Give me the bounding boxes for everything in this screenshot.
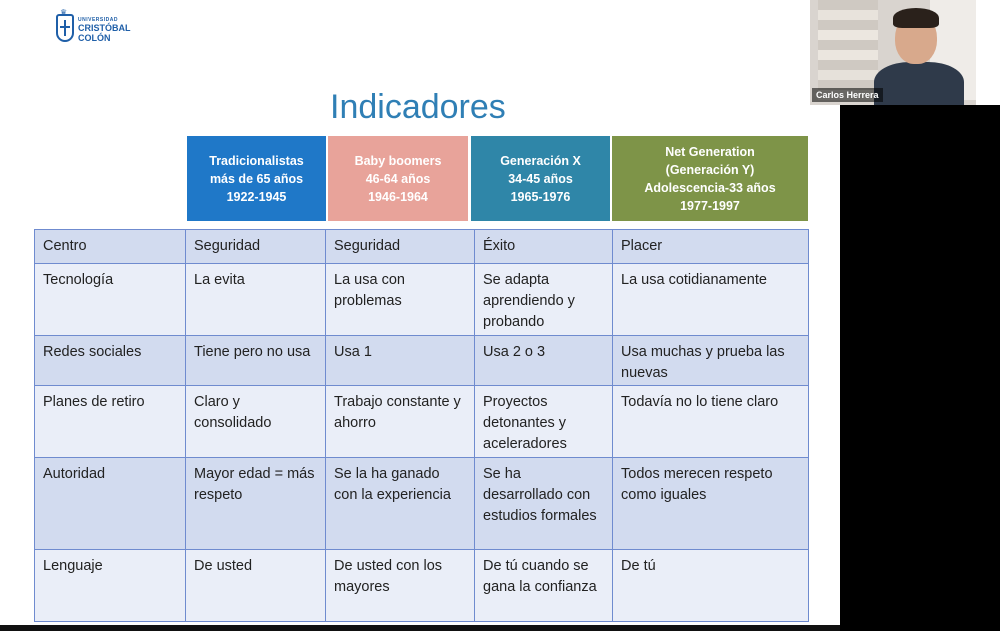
table-row bbox=[35, 550, 809, 622]
header-line: 1965-1976 bbox=[510, 189, 571, 204]
table-cell: De usted bbox=[186, 550, 326, 622]
person-hair bbox=[893, 8, 939, 28]
table-cell: Trabajo constante y ahorro bbox=[326, 386, 475, 458]
table-cell: Todavía no lo tiene claro bbox=[613, 386, 809, 458]
table-cell: Mayor edad = más respeto bbox=[186, 458, 326, 550]
header-baby-boomers bbox=[328, 136, 468, 221]
table-cell: La usa cotidianamente bbox=[613, 264, 809, 336]
window-blinds bbox=[818, 0, 878, 100]
row-label-cell: Tecnología bbox=[35, 264, 186, 336]
row-label-cell: Centro bbox=[35, 230, 186, 264]
table-cell: Se adapta aprendiendo y probando bbox=[475, 264, 613, 336]
table-cell: Proyectos detonantes y aceleradores bbox=[475, 386, 613, 458]
table-cell: Usa muchas y prueba las nuevas bbox=[613, 336, 809, 386]
header-generacion-x bbox=[471, 136, 610, 221]
shield-icon bbox=[56, 14, 74, 42]
table-cell: Claro y consolidado bbox=[186, 386, 326, 458]
person-body bbox=[874, 62, 964, 105]
participant-name-label: Carlos Herrera bbox=[812, 88, 883, 102]
table-cell: De tú bbox=[613, 550, 809, 622]
table-cell: Placer bbox=[613, 230, 809, 264]
table-row bbox=[35, 458, 809, 550]
table-cell: Seguridad bbox=[326, 230, 475, 264]
header-line: 46-64 años bbox=[365, 171, 431, 186]
header-line: más de 65 años bbox=[209, 171, 304, 186]
header-line: 1922-1945 bbox=[226, 189, 287, 204]
table-cell: Seguridad bbox=[186, 230, 326, 264]
webcam-video-tile[interactable] bbox=[810, 0, 976, 105]
table-row bbox=[35, 230, 809, 264]
table-cell: Se ha desarrollado con estudios formales bbox=[475, 458, 613, 550]
header-line: Adolescencia-33 años bbox=[644, 180, 776, 195]
header-tradicionalistas bbox=[187, 136, 326, 221]
header-line: Generación X bbox=[500, 153, 581, 168]
table-cell: La usa con problemas bbox=[326, 264, 475, 336]
table-cell: De tú cuando se gana la confianza bbox=[475, 550, 613, 622]
row-label-cell: Planes de retiro bbox=[35, 386, 186, 458]
slide-title: Indicadores bbox=[330, 88, 506, 126]
logo-line-1: UNIVERSIDAD bbox=[78, 17, 118, 23]
table-row bbox=[35, 386, 809, 458]
row-label-cell: Redes sociales bbox=[35, 336, 186, 386]
row-label-cell: Autoridad bbox=[35, 458, 186, 550]
logo-line-3: COLÓN bbox=[78, 33, 111, 43]
table-row bbox=[35, 336, 809, 386]
bottom-bar bbox=[0, 625, 840, 631]
table-cell: Usa 2 o 3 bbox=[475, 336, 613, 386]
header-line: Baby boomers bbox=[354, 153, 442, 168]
table-row bbox=[35, 264, 809, 336]
crown-icon: ♛ bbox=[60, 8, 68, 17]
header-net-generation bbox=[612, 136, 808, 221]
header-line: 1977-1997 bbox=[680, 198, 740, 213]
table-cell: Éxito bbox=[475, 230, 613, 264]
table-cell: Se la ha ganado con la experiencia bbox=[326, 458, 475, 550]
header-line: 34-45 años bbox=[508, 171, 573, 186]
video-panel-background bbox=[840, 105, 1000, 631]
header-line: (Generación Y) bbox=[665, 162, 755, 177]
header-line: 1946-1964 bbox=[368, 189, 428, 204]
table-cell: Usa 1 bbox=[326, 336, 475, 386]
table-cell: Tiene pero no usa bbox=[186, 336, 326, 386]
table-cell: La evita bbox=[186, 264, 326, 336]
table-cell: Todos merecen respeto como iguales bbox=[613, 458, 809, 550]
university-logo bbox=[56, 8, 146, 46]
table-cell: De usted con los mayores bbox=[326, 550, 475, 622]
header-line: Tradicionalistas bbox=[209, 153, 304, 168]
row-label-cell: Lenguaje bbox=[35, 550, 186, 622]
indicators-table bbox=[34, 229, 809, 622]
logo-line-2: CRISTÓBAL bbox=[78, 23, 131, 33]
header-line: Net Generation bbox=[665, 144, 755, 159]
